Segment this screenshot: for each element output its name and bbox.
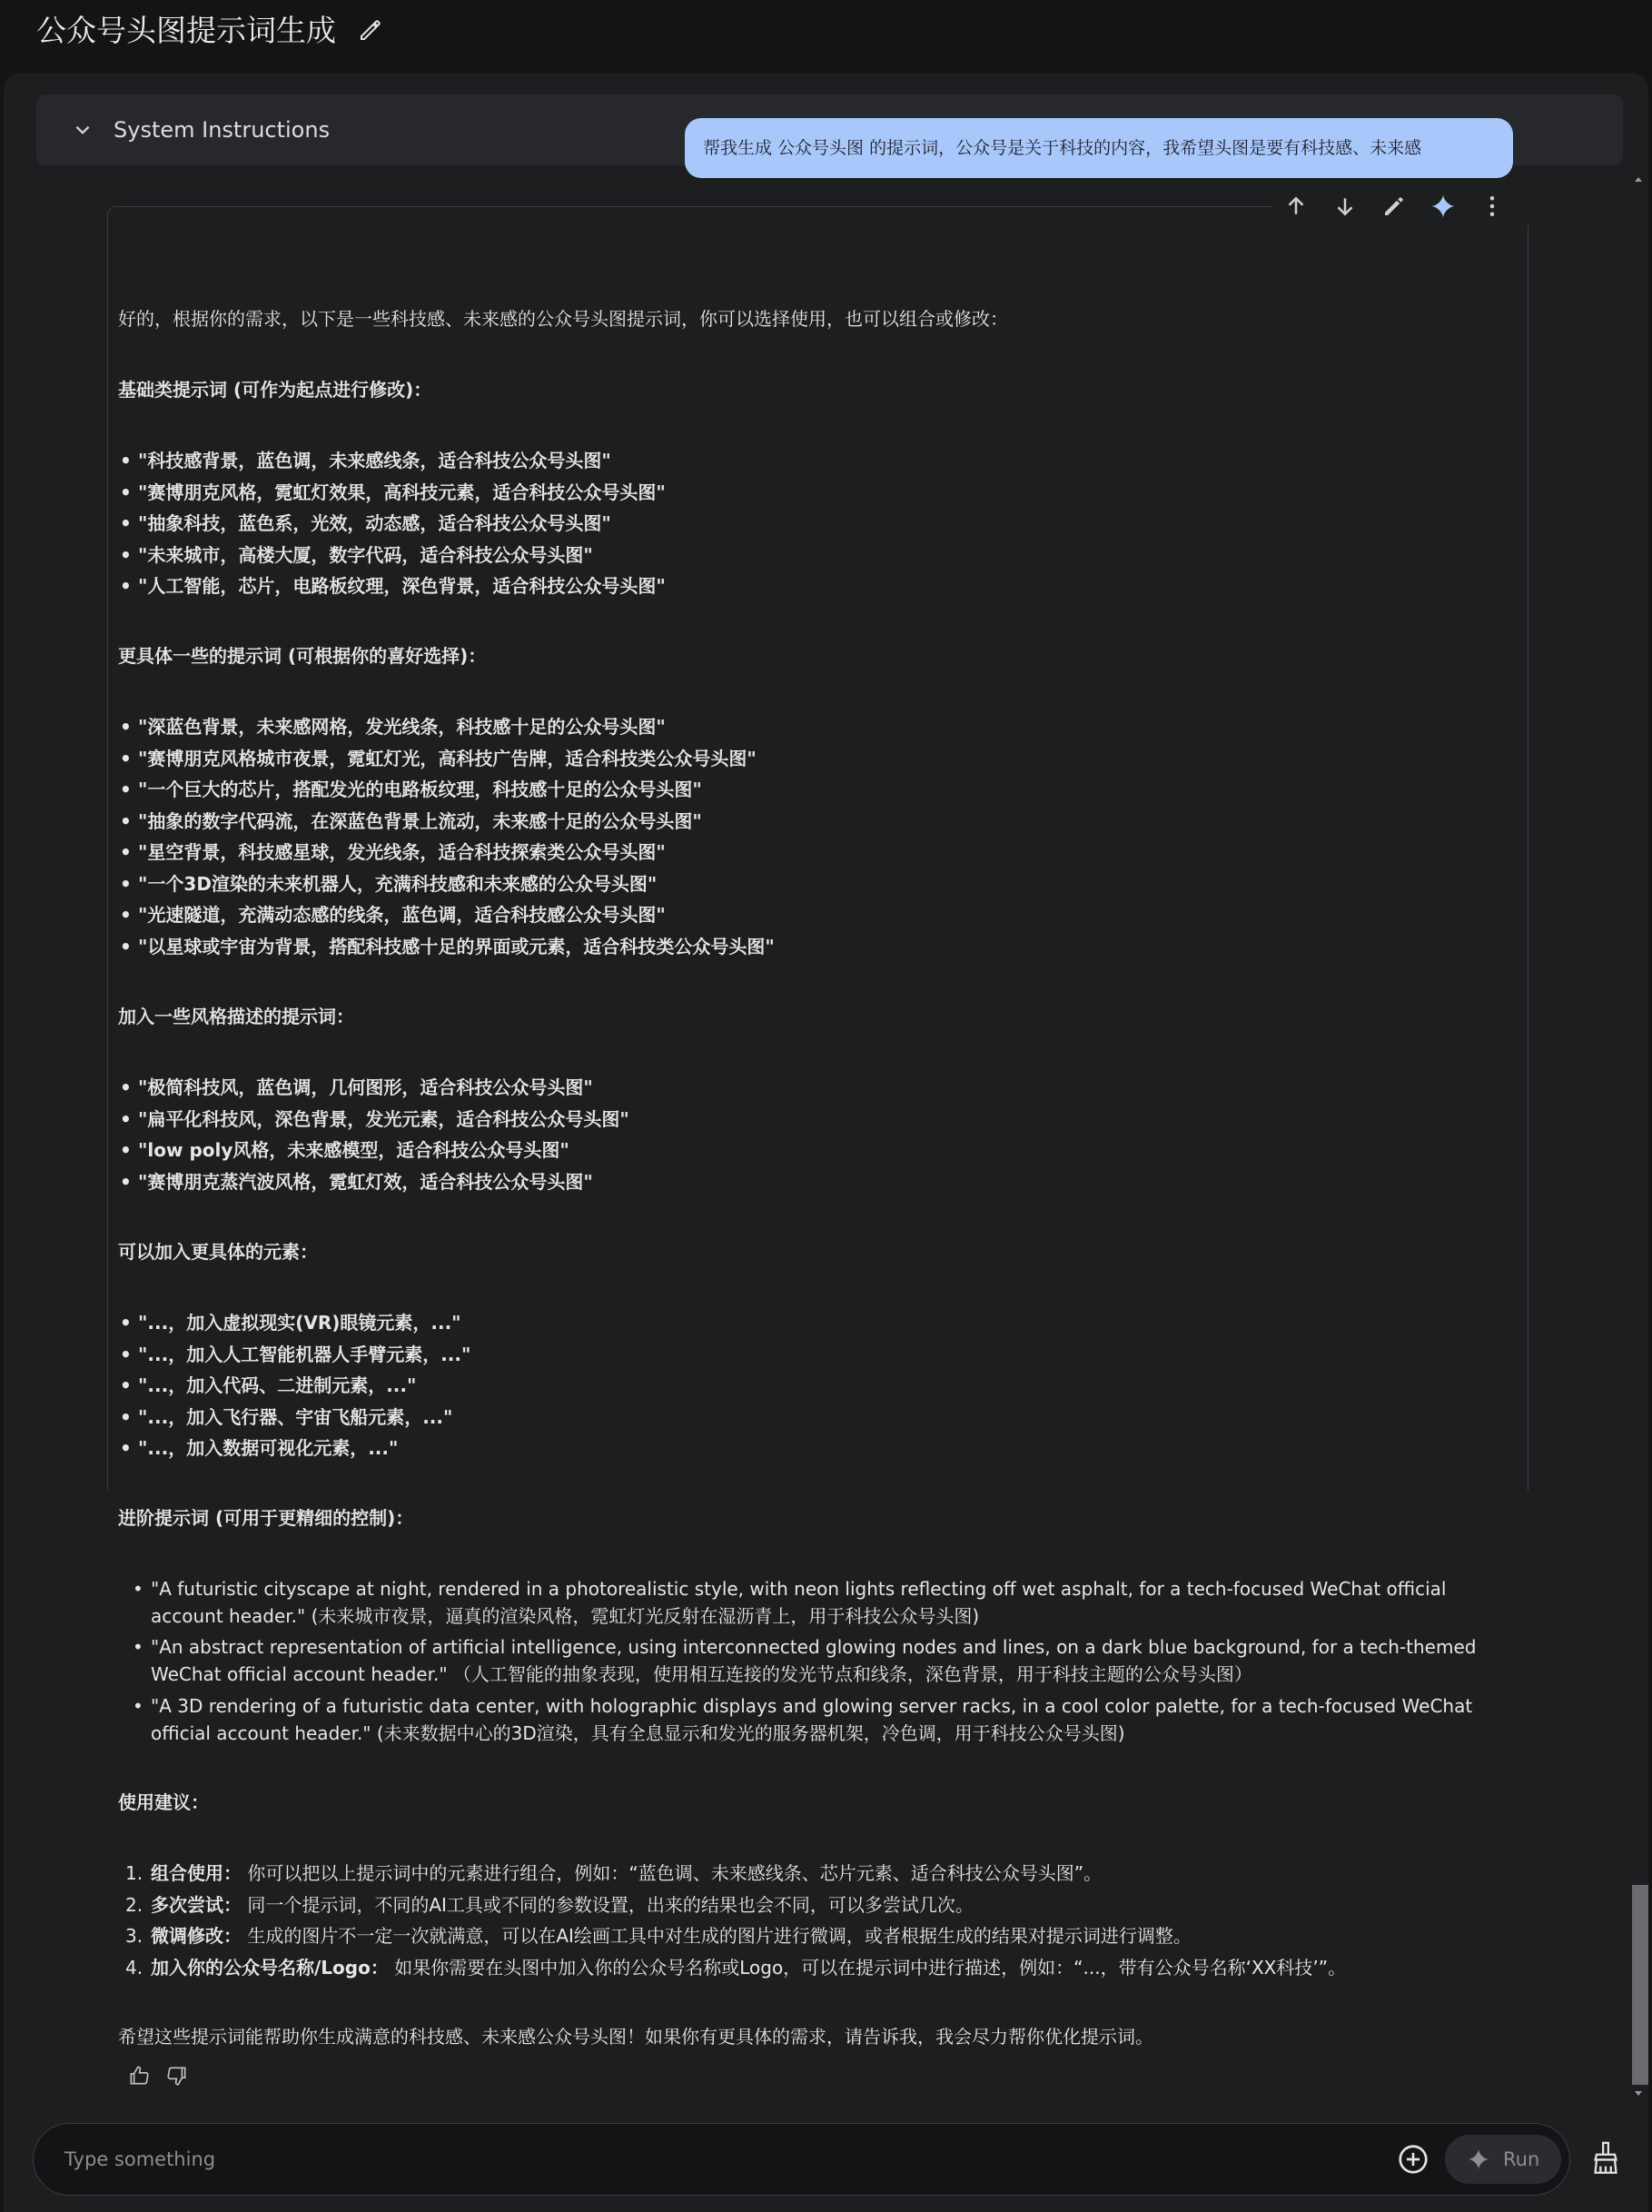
- list-item: • "抽象科技，蓝色系，光效，动态感，适合科技公众号头图": [138, 510, 611, 537]
- list-item: 3. 微调修改： 生成的图片不一定一次就满意，可以在AI绘画工具中对生成的图片进行微调，或者根据生成的结果对提示词进行调整。: [125, 1925, 1192, 1947]
- scroll-up-arrow-icon[interactable]: [1632, 173, 1645, 185]
- more-options-icon[interactable]: [1479, 193, 1506, 220]
- message-actions: [1271, 187, 1531, 225]
- thumbs-down-icon[interactable]: [165, 2064, 189, 2088]
- list-item: • "A 3D rendering of a futuristic data center, with holographic displays and glowing server racks, in a cool color palette, for a tech-focused WeChat official account header." (未来数据中心的3D渲染，具有全息显示和发光的服务器机架，冷色调，用于科技公众号头图): [151, 1692, 1504, 1747]
- list-item: • "...，加入虚拟现实(VR)眼镜元素，...": [138, 1309, 461, 1336]
- section-heading: 基础类提示词 (可作为起点进行修改)：: [118, 379, 432, 401]
- list-item: • "光速隧道，充满动态感的线条，蓝色调，适合科技感公众号头图": [138, 901, 666, 928]
- list-item: • "极简科技风，蓝色调，几何图形，适合科技公众号头图": [138, 1074, 593, 1101]
- edit-title-icon[interactable]: [357, 16, 384, 44]
- section-heading: 使用建议：: [118, 1791, 209, 1813]
- section-heading: 加入一些风格描述的提示词：: [118, 1006, 354, 1027]
- section-heading: 进阶提示词 (可用于更精细的控制)：: [118, 1507, 414, 1529]
- response-intro: 好的，根据你的需求，以下是一些科技感、未来感的公众号头图提示词，你可以选择使用，也可以组合或修改：: [118, 308, 1008, 330]
- thumbs-up-icon[interactable]: [127, 2064, 151, 2088]
- chevron-down-icon[interactable]: [71, 118, 94, 142]
- arrow-up-icon[interactable]: [1282, 193, 1310, 220]
- list-item: • "赛博朋克风格城市夜景，霓虹灯光，高科技广告牌，适合科技类公众号头图": [138, 745, 757, 772]
- list-item: • "An abstract representation of artificial intelligence, using interconnected glowing nodes and lines, on a dark blue background, for a tech-themed WeChat official account header." （人工智能的抽象表现，使用相互连接的发光节点和线条，深色背景，用于科技主题的公众号头图）: [151, 1633, 1504, 1688]
- list-item: 1. 组合使用： 你可以把以上提示词中的元素进行组合，例如：“蓝色调、未来感线条、芯片元素、适合科技公众号头图”。: [125, 1862, 1103, 1884]
- list-item: • "科技感背景，蓝色调，未来感线条，适合科技公众号头图": [138, 447, 611, 474]
- list-item: • "一个3D渲染的未来机器人，充满科技感和未来感的公众号头图": [138, 870, 657, 898]
- list-item: • "...，加入飞行器、宇宙飞船元素，...": [138, 1404, 452, 1431]
- page-title: 公众号头图提示词生成: [36, 13, 336, 48]
- add-circle-icon[interactable]: [1396, 2142, 1430, 2177]
- list-item: • "未来城市，高楼大厦，数字代码，适合科技公众号头图": [138, 541, 593, 569]
- list-item: • "赛博朋克蒸汽波风格，霓虹灯效，适合科技公众号头图": [138, 1168, 593, 1195]
- edit-icon[interactable]: [1380, 193, 1408, 220]
- list-item: • "A futuristic cityscape at night, rendered in a photorealistic style, with neon lights reflecting off wet asphalt, for a tech-focused WeChat official account header." (未来城市夜景，逼真的渲染风格，霓虹灯光反射在湿沥青上，用于科技公众号头图): [151, 1575, 1504, 1630]
- section-heading: 可以加入更具体的元素：: [118, 1241, 318, 1263]
- sparkle-icon[interactable]: [1429, 193, 1457, 220]
- list-item: • "人工智能，芯片，电路板纹理，深色背景，适合科技公众号头图": [138, 572, 666, 600]
- prompt-input[interactable]: Type something: [64, 2148, 216, 2170]
- list-item: • "...，加入代码、二进制元素，...": [138, 1372, 416, 1399]
- prompt-input-bar[interactable]: [33, 2123, 1570, 2196]
- list-item: • "一个巨大的芯片，搭配发光的电路板纹理，科技感十足的公众号头图": [138, 776, 702, 803]
- list-item: • "扁平化科技风，深色背景，发光元素，适合科技公众号头图": [138, 1106, 629, 1133]
- section-heading: 更具体一些的提示词 (可根据你的喜好选择)：: [118, 645, 487, 667]
- list-item: 2. 多次尝试： 同一个提示词，不同的AI工具或不同的参数设置，出来的结果也会不同，可以多尝试几次。: [125, 1894, 974, 1916]
- user-message: 帮我生成 公众号头图 的提示词，公众号是关于科技的内容，我希望头图是要有科技感、未来感: [685, 118, 1513, 178]
- arrow-down-icon[interactable]: [1331, 193, 1359, 220]
- scroll-down-arrow-icon[interactable]: [1632, 2088, 1645, 2100]
- list-item: • "...，加入人工智能机器人手臂元素，...": [138, 1341, 470, 1368]
- top-bar: [0, 0, 1652, 73]
- list-item: • "赛博朋克风格，霓虹灯效果，高科技元素，适合科技公众号头图": [138, 479, 666, 506]
- list-item: • "以星球或宇宙为背景，搭配科技感十足的界面或元素，适合科技类公众号头图": [138, 933, 775, 960]
- scrollbar-thumb[interactable]: [1632, 1885, 1648, 2085]
- system-instructions-label: System Instructions: [114, 117, 331, 143]
- list-item: • "抽象的数字代码流，在深蓝色背景上流动，未来感十足的公众号头图": [138, 808, 702, 835]
- list-item: 4. 加入你的公众号名称/Logo： 如果你需要在头图中加入你的公众号名称或Logo，可以在提示词中进行描述，例如：“...，带有公众号名称‘XX科技’”。: [125, 1957, 1347, 1979]
- list-item: • "low poly风格，未来感模型，适合科技公众号头图": [138, 1136, 569, 1164]
- clear-chat-broom-icon[interactable]: [1589, 2140, 1622, 2177]
- run-button[interactable]: [1445, 2135, 1561, 2184]
- run-label: Run: [1503, 2148, 1540, 2170]
- response-closing: 希望这些提示词能帮助你生成满意的科技感、未来感公众号头图！如果你有更具体的需求，请告诉我，我会尽力帮你优化提示词。: [118, 2026, 1153, 2048]
- list-item: • "星空背景，科技感星球，发光线条，适合科技探索类公众号头图": [138, 838, 666, 866]
- list-item: • "深蓝色背景，未来感网格，发光线条，科技感十足的公众号头图": [138, 713, 666, 740]
- sparkle-icon: [1467, 2148, 1490, 2171]
- list-item: • "...，加入数据可视化元素，...": [138, 1434, 398, 1462]
